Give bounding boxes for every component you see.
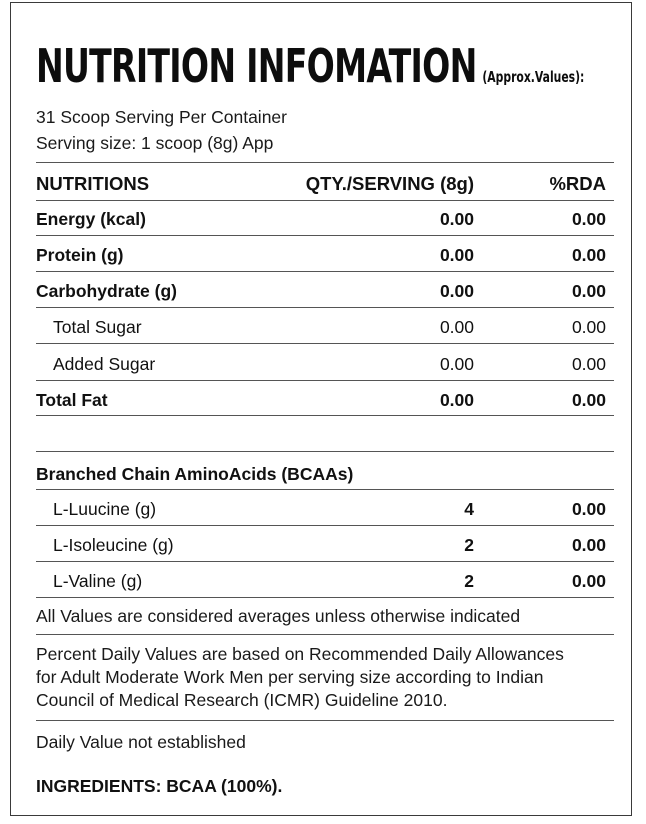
divider (36, 343, 614, 344)
divider (36, 561, 614, 562)
divider (36, 489, 614, 490)
row-qty: 4 (464, 499, 474, 519)
divider (36, 451, 614, 452)
row-rda: 0.00 (571, 535, 606, 555)
bcaa-heading-text: Branched Chain AminoAcids (BCAAs) (36, 464, 354, 484)
row-rda: 0.00 (571, 317, 606, 337)
divider (36, 597, 614, 598)
row-qty: 0.00 (439, 390, 474, 410)
row-name: L-Luucine (g) (53, 499, 157, 519)
header-qty: QTY./SERVING (8g) (305, 173, 474, 194)
daily-value-note: Daily Value not established (36, 732, 246, 752)
row-name: L-Valine (g) (53, 571, 143, 591)
row-name: Total Sugar (53, 317, 142, 337)
divider (36, 162, 614, 163)
row-name: Added Sugar (53, 354, 156, 374)
title-note: (Approx.Values): (482, 68, 585, 86)
page-title (36, 39, 584, 104)
row-qty: 2 (464, 571, 474, 591)
divider (36, 634, 614, 635)
divider (36, 380, 614, 381)
title-text: NUTRITION INFOMATION (36, 39, 477, 93)
row-qty: 0.00 (439, 245, 474, 265)
row-rda: 0.00 (571, 499, 606, 519)
row-qty: 0.00 (439, 281, 474, 301)
table-row (36, 205, 614, 233)
divider (36, 271, 614, 272)
divider (36, 525, 614, 526)
row-name: Energy (kcal) (36, 209, 146, 229)
table-row (36, 531, 614, 559)
divider (36, 235, 614, 236)
percent-daily-line-1: Percent Daily Values are based on Recommended Daily Allowances (36, 644, 564, 664)
ingredients: INGREDIENTS: BCAA (100%). (36, 776, 283, 796)
row-name: Carbohydrate (g) (36, 281, 177, 301)
divider (36, 720, 614, 721)
row-qty: 0.00 (439, 354, 474, 374)
divider (36, 415, 614, 416)
row-rda: 0.00 (571, 281, 606, 301)
table-row (36, 386, 614, 414)
table-header (36, 170, 614, 198)
divider (36, 307, 614, 308)
row-rda: 0.00 (571, 245, 606, 265)
row-name: L-Isoleucine (g) (53, 535, 174, 555)
table-row (36, 495, 614, 523)
table-row (36, 277, 614, 305)
serving-size: Serving size: 1 scoop (8g) App (36, 133, 274, 153)
header-rda: %RDA (549, 173, 606, 194)
row-qty: 2 (464, 535, 474, 555)
row-rda: 0.00 (571, 571, 606, 591)
averages-note: All Values are considered averages unless otherwise indicated (36, 606, 521, 626)
row-qty: 0.00 (439, 317, 474, 337)
row-rda: 0.00 (571, 354, 606, 374)
table-row (36, 241, 614, 269)
row-qty: 0.00 (439, 209, 474, 229)
row-rda: 0.00 (571, 390, 606, 410)
table-row (36, 567, 614, 595)
divider (36, 200, 614, 201)
percent-daily-line-3: Council of Medical Research (ICMR) Guideline 2010. (36, 690, 448, 710)
header-nutritions: NUTRITIONS (36, 173, 150, 194)
servings-per-container: 31 Scoop Serving Per Container (36, 107, 287, 127)
row-name: Total Fat (36, 390, 108, 410)
table-row (36, 313, 614, 341)
table-row (36, 350, 614, 378)
percent-daily-line-2: for Adult Moderate Work Men per serving size according to Indian (36, 667, 544, 687)
row-name: Protein (g) (36, 245, 124, 265)
bcaa-heading (36, 460, 614, 488)
row-rda: 0.00 (571, 209, 606, 229)
nutrition-panel (10, 2, 632, 816)
